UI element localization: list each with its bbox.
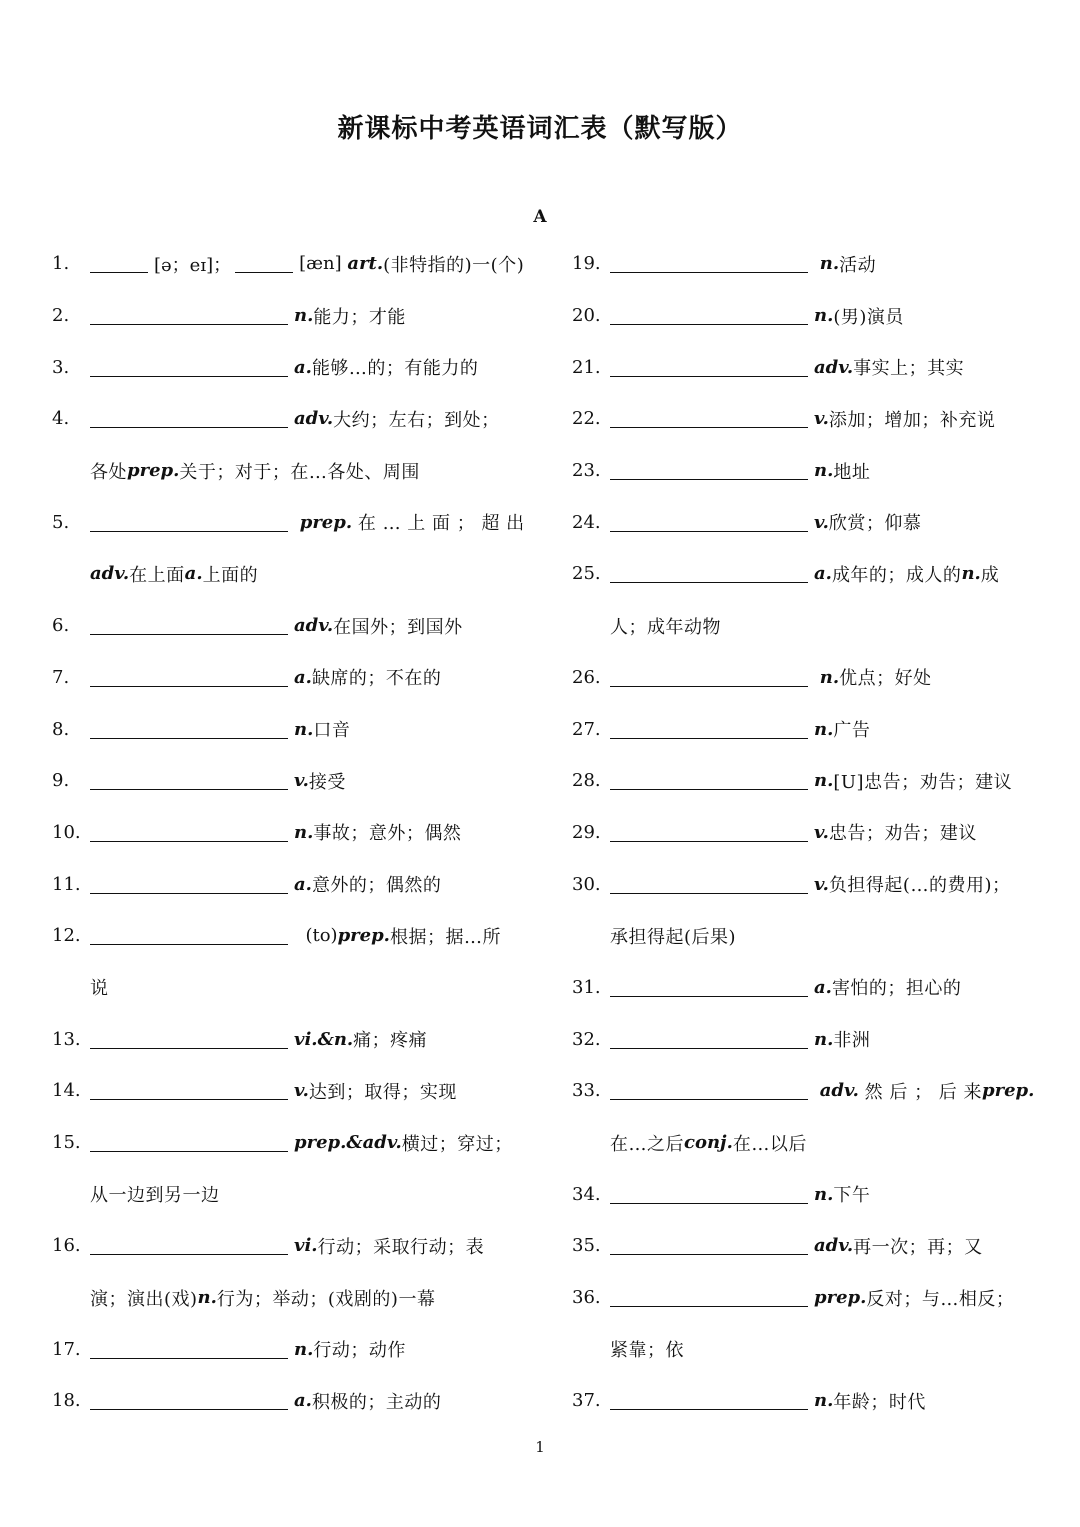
definition: 在上面 [129, 564, 185, 586]
definition: (非特指的)一(个) [383, 254, 525, 276]
entry-number: 14. [52, 1080, 81, 1102]
entry-number: 24. [572, 511, 601, 533]
part-of-speech: vi. [294, 1235, 318, 1257]
entry-number: 32. [572, 1028, 601, 1050]
part-of-speech: adv. [294, 408, 334, 430]
part-of-speech: adv. [814, 1235, 854, 1257]
definition: 广告 [833, 720, 871, 742]
definition: 大约；左右；到处； [333, 409, 500, 431]
entry-number: 15. [52, 1132, 81, 1154]
definition: 然 后 ； 后 来 [864, 1081, 983, 1103]
entry-number: 4. [52, 408, 70, 430]
definition: 负担得起(…的费用)； [828, 875, 1011, 897]
entry-2 [52, 290, 522, 342]
entry-3 [52, 341, 522, 393]
entry-22 [572, 393, 1032, 445]
entry-25 [572, 548, 1032, 600]
answer-blank[interactable] [610, 306, 808, 325]
answer-blank[interactable] [90, 1391, 288, 1410]
answer-blank[interactable] [610, 875, 808, 894]
definition: 行动；采取行动；表 [317, 1236, 485, 1258]
definition: 行为；举动；(戏剧的)一幕 [216, 1288, 436, 1310]
part-of-speech: v. [294, 770, 309, 792]
entry-29 [572, 807, 1032, 859]
definition: 下午 [833, 1185, 871, 1207]
definition: 演；演出(戏) [90, 1288, 198, 1310]
entry-number: 34. [572, 1183, 601, 1205]
answer-blank[interactable] [90, 513, 288, 532]
entry-number: 25. [572, 563, 601, 585]
entry-number: 6. [52, 615, 70, 637]
entry-number: 18. [52, 1390, 81, 1412]
entry-5-continued [52, 548, 522, 600]
part-of-speech: prep. [814, 1287, 867, 1309]
part-of-speech: v. [814, 873, 829, 895]
definition: 在国外；到国外 [333, 616, 463, 638]
entry-32 [572, 1013, 1032, 1065]
answer-blank[interactable] [610, 1185, 808, 1204]
definition: 在…以后 [732, 1133, 807, 1155]
part-of-speech: n. [819, 253, 840, 275]
entry-12-continued [52, 962, 522, 1014]
answer-blank[interactable] [610, 1081, 808, 1100]
definition: 根据；据…所 [389, 926, 501, 948]
entry-35 [572, 1220, 1032, 1272]
entry-8 [52, 703, 522, 755]
definition: 达到；取得；实现 [308, 1081, 457, 1103]
part-of-speech: n. [814, 460, 834, 482]
entry-number: 21. [572, 356, 601, 378]
part-of-speech: a. [184, 563, 203, 585]
entry-1 [52, 238, 525, 290]
entry-number: 20. [572, 305, 601, 327]
part-of-speech: n. [294, 821, 314, 843]
entry-14 [52, 1065, 522, 1117]
definition: 行动；动作 [313, 1340, 406, 1362]
answer-blank[interactable] [610, 254, 808, 273]
entry-27 [572, 703, 1032, 755]
part-of-speech: n. [294, 718, 314, 740]
definition: 接受 [308, 771, 346, 793]
definition: 能够…的；有能力的 [311, 358, 479, 380]
entry-19 [572, 238, 1032, 290]
answer-blank[interactable] [610, 1236, 808, 1255]
entry-number: 29. [572, 821, 601, 843]
entry-26 [572, 652, 1032, 704]
entry-number: 30. [572, 873, 601, 895]
part-of-speech: v. [814, 408, 829, 430]
answer-blank[interactable] [610, 513, 808, 532]
entry-number: 13. [52, 1028, 81, 1050]
definition: 各处 [90, 461, 127, 483]
entry-24 [572, 496, 1032, 548]
definition: 忠告；劝告；建议 [828, 823, 977, 845]
part-of-speech: v. [814, 511, 829, 533]
answer-blank[interactable] [610, 358, 808, 377]
entry-6 [52, 600, 522, 652]
definition: 在 … 上 面 ； 超 出 [357, 513, 525, 535]
part-of-speech: a. [294, 666, 312, 688]
definition: 事故；意外；偶然 [313, 823, 462, 845]
phonetic: [æn] [299, 253, 342, 275]
answer-blank[interactable] [90, 254, 148, 273]
definition: 缺席的；不在的 [311, 668, 442, 690]
definition: 紧靠；依 [610, 1340, 684, 1362]
answer-blank[interactable] [90, 306, 288, 325]
definition: 意外的；偶然的 [311, 875, 442, 897]
entry-10 [52, 807, 522, 859]
definition: [U]忠告；劝告；建议 [833, 771, 1013, 793]
definition: 人；成年动物 [610, 616, 721, 638]
page-title: 新课标中考英语词汇表（默写版） [337, 114, 743, 144]
answer-blank[interactable] [90, 1236, 288, 1255]
entry-5 [52, 496, 525, 548]
entry-number: 1. [52, 253, 70, 275]
entry-13 [52, 1013, 522, 1065]
entry-number: 26. [572, 666, 601, 688]
entry-7 [52, 652, 522, 704]
entry-number: 2. [52, 305, 70, 327]
definition: 在…之后 [610, 1133, 684, 1155]
entry-34 [572, 1168, 1032, 1220]
left-column [52, 238, 525, 1427]
part-of-speech: vi.&n. [294, 1028, 354, 1050]
definition: 非洲 [833, 1030, 871, 1052]
entry-4-continued [52, 445, 522, 497]
part-of-speech: prep. [127, 460, 180, 482]
definition: 优点；好处 [839, 668, 932, 690]
part-of-speech: a. [294, 356, 312, 378]
answer-blank[interactable] [90, 616, 288, 635]
answer-blank[interactable] [90, 1133, 288, 1152]
definition: 从一边到另一边 [90, 1185, 220, 1207]
part-of-speech: prep.&adv. [294, 1132, 402, 1154]
definition: 说 [90, 978, 109, 1000]
entry-30-continued [572, 910, 1032, 962]
answer-blank[interactable] [90, 1030, 288, 1049]
entry-18 [52, 1375, 522, 1427]
section-heading: A [533, 207, 547, 227]
part-of-speech: a. [814, 976, 832, 998]
entry-number: 3. [52, 356, 70, 378]
entry-number: 27. [572, 718, 601, 740]
part-of-speech: adv. [90, 563, 130, 585]
entry-number: 16. [52, 1235, 81, 1257]
definition: 年龄；时代 [833, 1391, 926, 1413]
answer-blank[interactable] [610, 668, 808, 687]
entry-number: 11. [52, 873, 81, 895]
part-of-speech: n. [814, 1390, 834, 1412]
definition: 承担得起(后果) [610, 926, 737, 948]
answer-blank[interactable] [610, 823, 808, 842]
entry-number: 17. [52, 1338, 81, 1360]
answer-blank[interactable] [90, 771, 288, 790]
definition: 地址 [833, 461, 871, 483]
part-of-speech: v. [294, 1080, 309, 1102]
part-of-speech: adv. [294, 615, 334, 637]
answer-blank[interactable] [90, 409, 288, 428]
entry-17 [52, 1323, 522, 1375]
definition: 反对；与…相反； [866, 1288, 1015, 1310]
definition: 能力；才能 [313, 306, 406, 328]
entry-number: 31. [572, 976, 601, 998]
answer-blank[interactable] [610, 461, 808, 480]
part-of-speech: n. [814, 305, 834, 327]
part-of-speech: v. [814, 821, 829, 843]
answer-blank[interactable] [90, 358, 288, 377]
part-of-speech: n. [819, 666, 840, 688]
entry-4 [52, 393, 522, 445]
part-of-speech: prep. [299, 511, 353, 533]
entry-21 [572, 341, 1032, 393]
entry-16-continued [52, 1272, 522, 1324]
answer-blank[interactable] [90, 1081, 288, 1100]
entry-37 [572, 1375, 1032, 1427]
part-of-speech: a. [294, 1390, 312, 1412]
definition: 活动 [839, 254, 877, 276]
entry-number: 23. [572, 460, 601, 482]
answer-blank[interactable] [90, 926, 288, 945]
answer-blank[interactable] [610, 1288, 808, 1307]
entry-36 [572, 1272, 1032, 1324]
entry-31 [572, 962, 1032, 1014]
entry-12 [52, 910, 522, 962]
entry-number: 19. [572, 253, 601, 275]
definition: 关于；对于；在…各处、周围 [179, 461, 420, 483]
definition: 横过；穿过； [401, 1133, 513, 1155]
part-of-speech: a. [294, 873, 312, 895]
entry-number: 37. [572, 1390, 601, 1412]
answer-blank[interactable] [235, 254, 293, 273]
answer-blank[interactable] [610, 720, 808, 739]
part-of-speech: n. [961, 563, 981, 585]
definition: 成 [980, 564, 1000, 586]
entry-number: 22. [572, 408, 601, 430]
part-of-speech: a. [814, 563, 832, 585]
part-of-speech: n. [197, 1287, 217, 1309]
definition: 添加；增加；补充说 [828, 409, 996, 431]
entry-number: 12. [52, 925, 81, 947]
answer-blank[interactable] [610, 1030, 808, 1049]
definition: 成年的；成人的 [831, 564, 962, 586]
part-of-speech: art. [347, 253, 384, 275]
entry-number: 10. [52, 821, 81, 843]
definition: (男)演员 [833, 306, 904, 328]
entry-number: 7. [52, 666, 70, 688]
entry-number: 33. [572, 1080, 601, 1102]
entry-15-continued [52, 1168, 522, 1220]
entry-30 [572, 858, 1032, 910]
answer-blank[interactable] [90, 720, 288, 739]
entry-number: 5. [52, 511, 70, 533]
definition: 痛；疼痛 [353, 1030, 428, 1052]
definition: 上面的 [202, 564, 259, 586]
answer-blank[interactable] [610, 409, 808, 428]
answer-blank[interactable] [610, 978, 808, 997]
definition: 口音 [313, 720, 351, 742]
part-of-speech: adv. [814, 356, 854, 378]
entry-number: 35. [572, 1235, 601, 1257]
definition: 事实上；其实 [853, 358, 965, 380]
answer-blank[interactable] [610, 1391, 808, 1410]
part-of-speech: n. [814, 770, 834, 792]
preposition-hint: (to) [305, 925, 338, 947]
entry-9 [52, 755, 522, 807]
part-of-speech: n. [294, 305, 314, 327]
part-of-speech: n. [814, 1183, 834, 1205]
definition: 积极的；主动的 [311, 1391, 442, 1413]
entry-11 [52, 858, 522, 910]
entry-number: 9. [52, 770, 70, 792]
answer-blank[interactable] [610, 771, 808, 790]
part-of-speech: conj. [684, 1132, 733, 1154]
entry-36-continued [572, 1323, 1032, 1375]
answer-blank[interactable] [90, 668, 288, 687]
right-column [572, 238, 1035, 1427]
definition: 欣赏；仰慕 [828, 513, 922, 535]
entry-25-continued [572, 600, 1032, 652]
entry-33-continued [572, 1117, 1032, 1169]
part-of-speech: adv. [819, 1080, 859, 1102]
answer-blank[interactable] [90, 1340, 288, 1359]
entry-16 [52, 1220, 522, 1272]
answer-blank[interactable] [90, 823, 288, 842]
entry-33 [572, 1065, 1035, 1117]
answer-blank[interactable] [610, 564, 808, 583]
answer-blank[interactable] [90, 875, 288, 894]
entry-28 [572, 755, 1032, 807]
part-of-speech: prep. [337, 925, 390, 947]
page-number: 1 [535, 1438, 545, 1456]
entry-15 [52, 1117, 522, 1169]
part-of-speech: n. [814, 718, 834, 740]
entry-number: 28. [572, 770, 601, 792]
entry-number: 36. [572, 1287, 601, 1309]
part-of-speech: prep. [982, 1080, 1035, 1102]
entry-23 [572, 445, 1032, 497]
definition: 再一次；再；又 [853, 1236, 983, 1258]
phonetic: [ə；eɪ]； [154, 254, 232, 276]
part-of-speech: n. [814, 1028, 834, 1050]
entry-number: 8. [52, 718, 70, 740]
entry-20 [572, 290, 1032, 342]
definition: 害怕的；担心的 [831, 978, 962, 1000]
part-of-speech: n. [294, 1338, 314, 1360]
